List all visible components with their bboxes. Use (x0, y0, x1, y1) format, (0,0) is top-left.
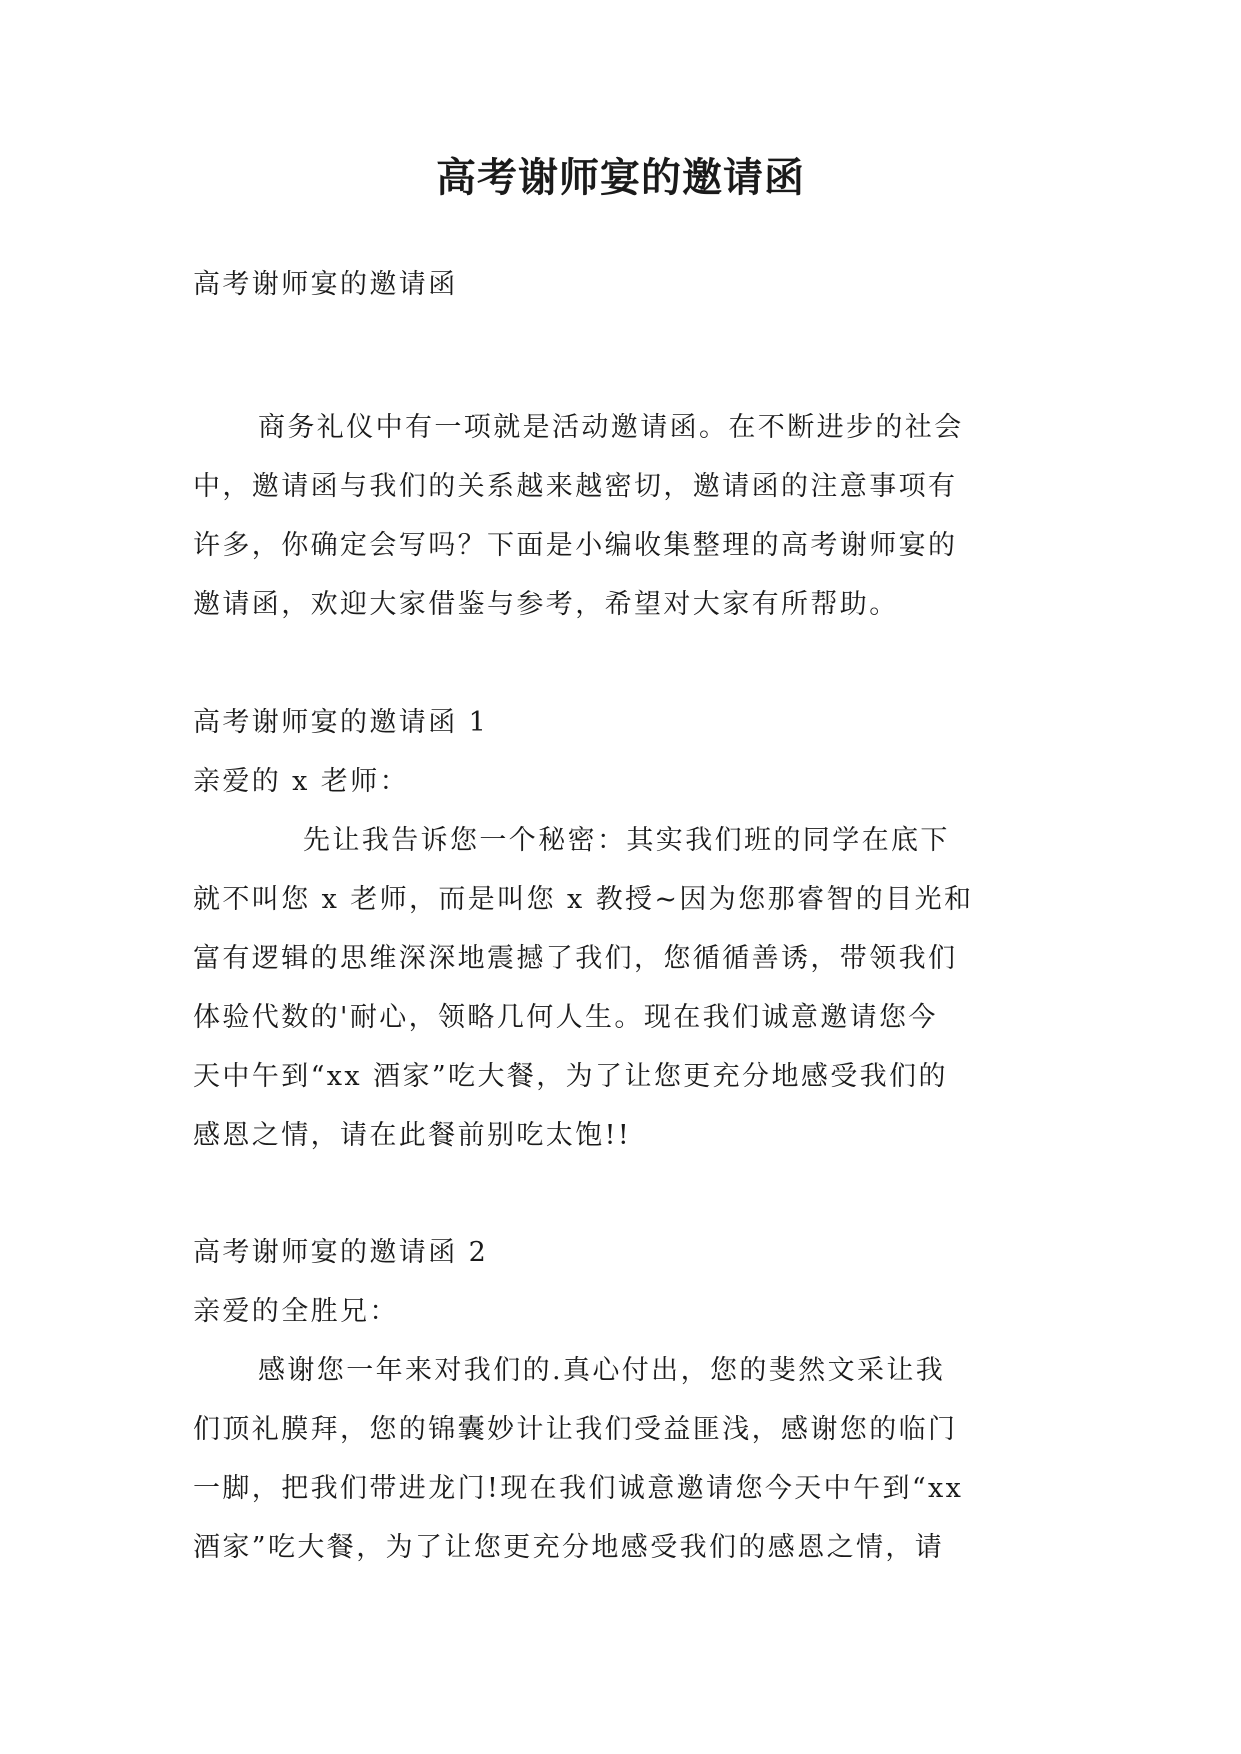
body-line: 就不叫您 x 老师，而是叫您 x 教授~因为您那睿智的目光和 (193, 884, 974, 915)
intro-line: 许多，你确定会写吗？下面是小编收集整理的高考谢师宴的 (193, 530, 958, 561)
body-line: 体验代数的'耐心，领略几何人生。现在我们诚意邀请您今 (193, 1002, 938, 1033)
document-subtitle: 高考谢师宴的邀请函 (193, 269, 458, 300)
body-line: 一脚，把我们带进龙门!现在我们诚意邀请您今天中午到“xx (193, 1473, 964, 1504)
body-line: 酒家”吃大餐，为了让您更充分地感受我们的感恩之情，请 (193, 1532, 945, 1563)
body-line: 富有逻辑的思维深深地震撼了我们，您循循善诱，带领我们 (193, 943, 958, 974)
intro-line: 中，邀请函与我们的关系越来越密切，邀请函的注意事项有 (193, 471, 958, 502)
document-title: 高考谢师宴的邀请函 (436, 154, 805, 201)
intro-line: 商务礼仪中有一项就是活动邀请函。在不断进步的社会 (258, 412, 964, 443)
section-heading: 高考谢师宴的邀请函 1 (193, 707, 489, 738)
section-heading: 高考谢师宴的邀请函 2 (193, 1237, 489, 1268)
salutation: 亲爱的 x 老师： (193, 766, 409, 797)
body-line: 感恩之情，请在此餐前别吃太饱!! (193, 1120, 632, 1151)
body-line: 先让我告诉您一个秘密：其实我们班的同学在底下 (303, 825, 950, 856)
body-line: 天中午到“xx 酒家”吃大餐，为了让您更充分地感受我们的 (193, 1061, 948, 1092)
body-line: 们顶礼膜拜，您的锦囊妙计让我们受益匪浅，感谢您的临门 (193, 1414, 958, 1445)
intro-line: 邀请函，欢迎大家借鉴与参考，希望对大家有所帮助。 (193, 589, 899, 620)
body-line: 感谢您一年来对我们的.真心付出，您的斐然文采让我 (258, 1355, 946, 1386)
salutation: 亲爱的全胜兄： (193, 1296, 399, 1327)
